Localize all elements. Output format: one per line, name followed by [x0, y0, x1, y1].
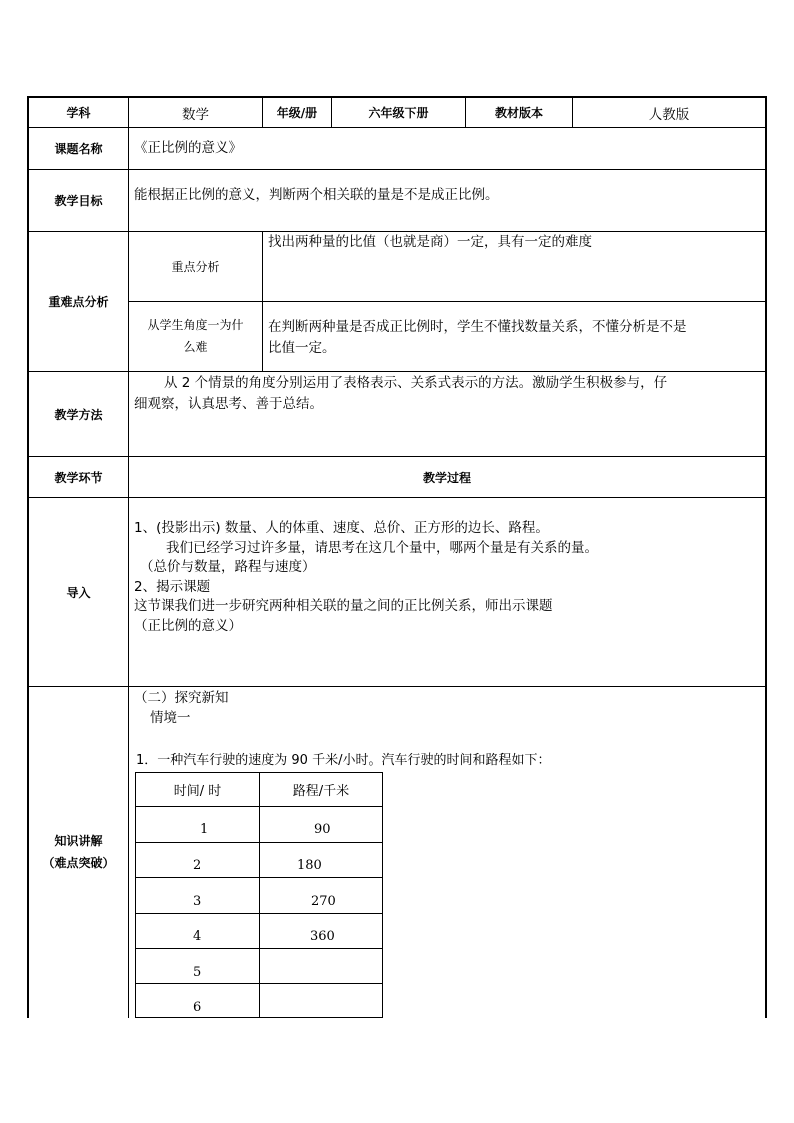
subject-label: 学科 — [66, 106, 91, 120]
table-cell-distance: 180 — [297, 858, 322, 873]
table-cell-distance: 360 — [310, 929, 335, 944]
table-cell-distance: 270 — [311, 894, 336, 909]
intro-line: （正比例的意义） — [134, 617, 242, 634]
table-cell-time: 5 — [193, 965, 202, 980]
student-view-text: 在判断两种量是否成正比例时，学生不懂找数量关系，不懂分析是不是 比值一定。 — [268, 319, 687, 356]
teaching-method-text: 从 2 个情景的角度分别运用了表格表示、关系式表示的方法。激励学生积极参与，仔 细观察，认真思考、善于总结。 — [134, 375, 668, 412]
lesson-title-label: 课题名称 — [54, 142, 103, 156]
table-cell-time: 6 — [193, 1000, 202, 1015]
knowledge-intro — [134, 688, 229, 728]
intro-label: 导入 — [66, 585, 91, 600]
teaching-goal-label: 教学目标 — [54, 194, 103, 208]
difficulty-label: 重难点分析 — [48, 295, 109, 309]
intro-line: （总价与数量，路程与速度） — [140, 559, 316, 575]
teaching-method-label: 教学方法 — [54, 407, 103, 422]
teaching-goal-text: 能根据正比例的意义，判断两个相关联的量是不是成正比例。 — [134, 187, 499, 203]
intro-line: 这节课我们进一步研究两种相关联的量之间的正比例关系，师出示课题 — [134, 598, 553, 614]
scene-heading: 情境一 — [150, 710, 191, 726]
subject-value: 数学 — [182, 106, 209, 123]
intro-line: 2、揭示课题 — [134, 578, 211, 595]
teaching-stage-label: 教学环节 — [54, 470, 103, 485]
intro-content — [134, 519, 598, 636]
table-cell-time: 1 — [200, 822, 209, 837]
table-cell-distance: 90 — [314, 822, 331, 837]
intro-line: 1、(投影出示) 数量、人的体重、速度、总价、正方形的边长、路程。 — [134, 520, 549, 536]
student-view-label: 从学生角度一为什 么难 — [147, 318, 244, 354]
knowledge-label: 知识讲解 （难点突破） — [42, 834, 115, 870]
table-cell-time: 3 — [193, 894, 202, 909]
grade-value: 六年级下册 — [368, 106, 429, 120]
grade-label: 年级/册 — [276, 106, 318, 120]
section-heading: （二）探究新知 — [134, 690, 229, 706]
intro-line: 我们已经学习过许多量，请思考在这几个量中，哪两个量是有关系的量。 — [166, 539, 598, 556]
teaching-process-label: 教学过程 — [422, 470, 471, 485]
edition-value: 人教版 — [648, 106, 690, 123]
lesson-title-value: 《正比例的意义》 — [134, 140, 242, 156]
problem-text: 1．一种汽车行驶的速度为 90 千米/小时。汽车行驶的时间和路程如下： — [136, 753, 551, 768]
key-point-label: 重点分析 — [171, 260, 220, 274]
edition-label: 教材版本 — [494, 106, 543, 120]
key-point-text: 找出两种量的比值（也就是商）一定，具有一定的难度 — [268, 234, 592, 250]
table-header-time: 时间/ 时 — [173, 784, 222, 799]
table-cell-time: 2 — [193, 858, 202, 873]
table-header-distance: 路程/千米 — [292, 784, 350, 799]
table-cell-time: 4 — [193, 929, 202, 944]
